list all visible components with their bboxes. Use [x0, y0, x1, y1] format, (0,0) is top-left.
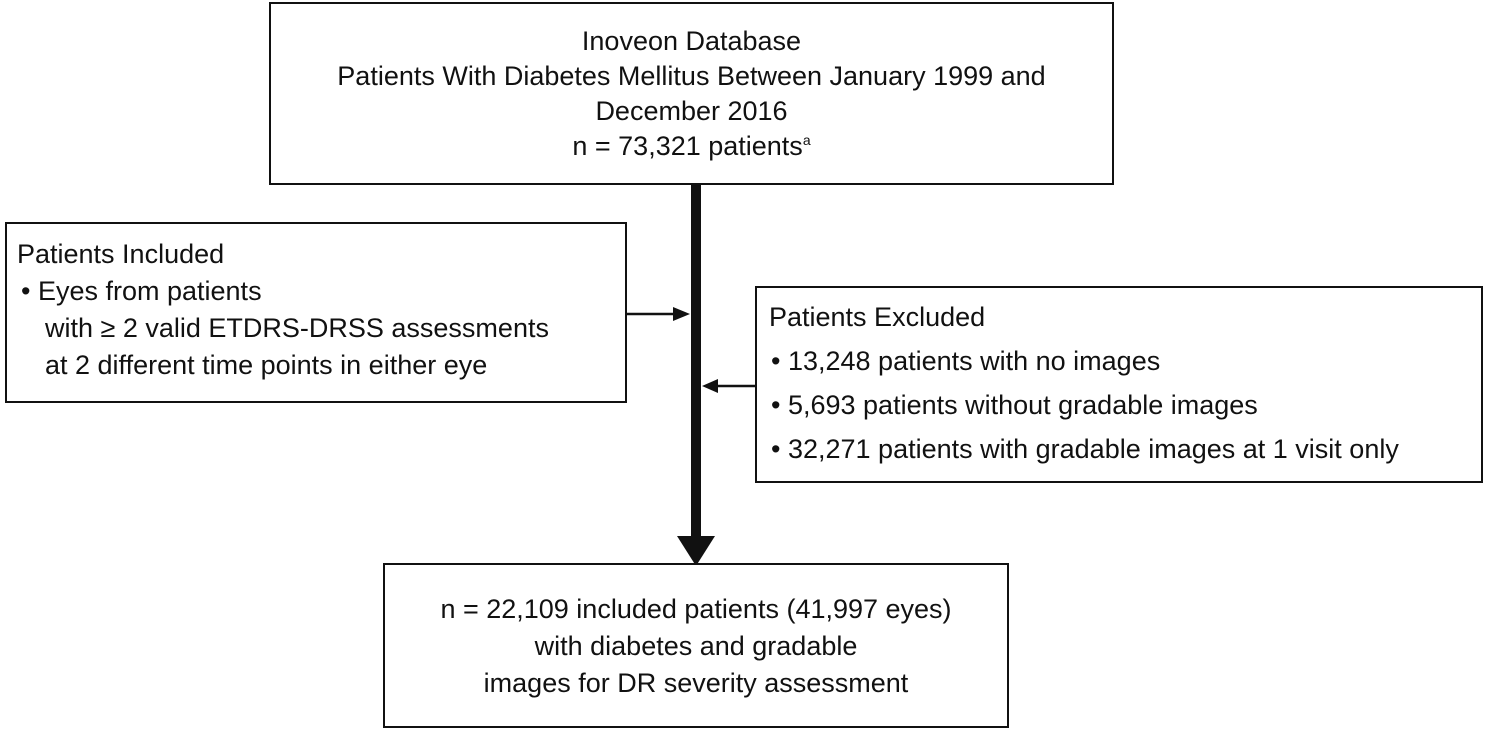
excluded-item-not-gradable: 5,693 patients without gradable images: [787, 390, 1258, 420]
result-count: n = 22,109 included patients (41,997 eyes): [440, 594, 952, 624]
excluded-item-no-images: 13,248 patients with no images: [787, 346, 1161, 376]
bullet-icon: •: [771, 434, 781, 464]
database-box: [269, 2, 1114, 185]
result-box: [383, 563, 1009, 728]
excluded-arrow-head: [702, 379, 718, 393]
included-item-line2: with ≥ 2 valid ETDRS-DRSS assessments: [45, 313, 549, 343]
result-description-line2: images for DR severity assessment: [483, 668, 909, 698]
excluded-box: [755, 286, 1483, 483]
main-flow-arrow-head: [677, 536, 715, 566]
bullet-icon: •: [771, 390, 781, 420]
result-description-line1: with diabetes and gradable: [534, 631, 858, 661]
excluded-item: [769, 427, 1481, 471]
included-arrow-head: [673, 307, 690, 321]
database-date-end: December 2016: [595, 96, 788, 126]
included-item: [17, 273, 625, 310]
database-count-line: [271, 129, 1112, 164]
excluded-item-one-visit: 32,271 patients with gradable images at 1 visit only: [787, 434, 1399, 464]
included-title: Patients Included: [17, 239, 225, 269]
bullet-icon: •: [21, 276, 31, 306]
included-item-line1: Eyes from patients: [37, 276, 262, 306]
excluded-item: [769, 383, 1481, 427]
included-item-line3: at 2 different time points in either eye: [45, 350, 488, 380]
excluded-title: Patients Excluded: [769, 302, 986, 332]
footnote-mark: a: [802, 132, 811, 148]
database-count: n = 73,321 patients: [572, 131, 803, 161]
excluded-item: [769, 339, 1481, 383]
database-description: Patients With Diabetes Mellitus Between January 1999 and: [337, 61, 1046, 91]
database-title: Inoveon Database: [581, 26, 802, 56]
bullet-icon: •: [771, 346, 781, 376]
included-box: [5, 222, 627, 403]
